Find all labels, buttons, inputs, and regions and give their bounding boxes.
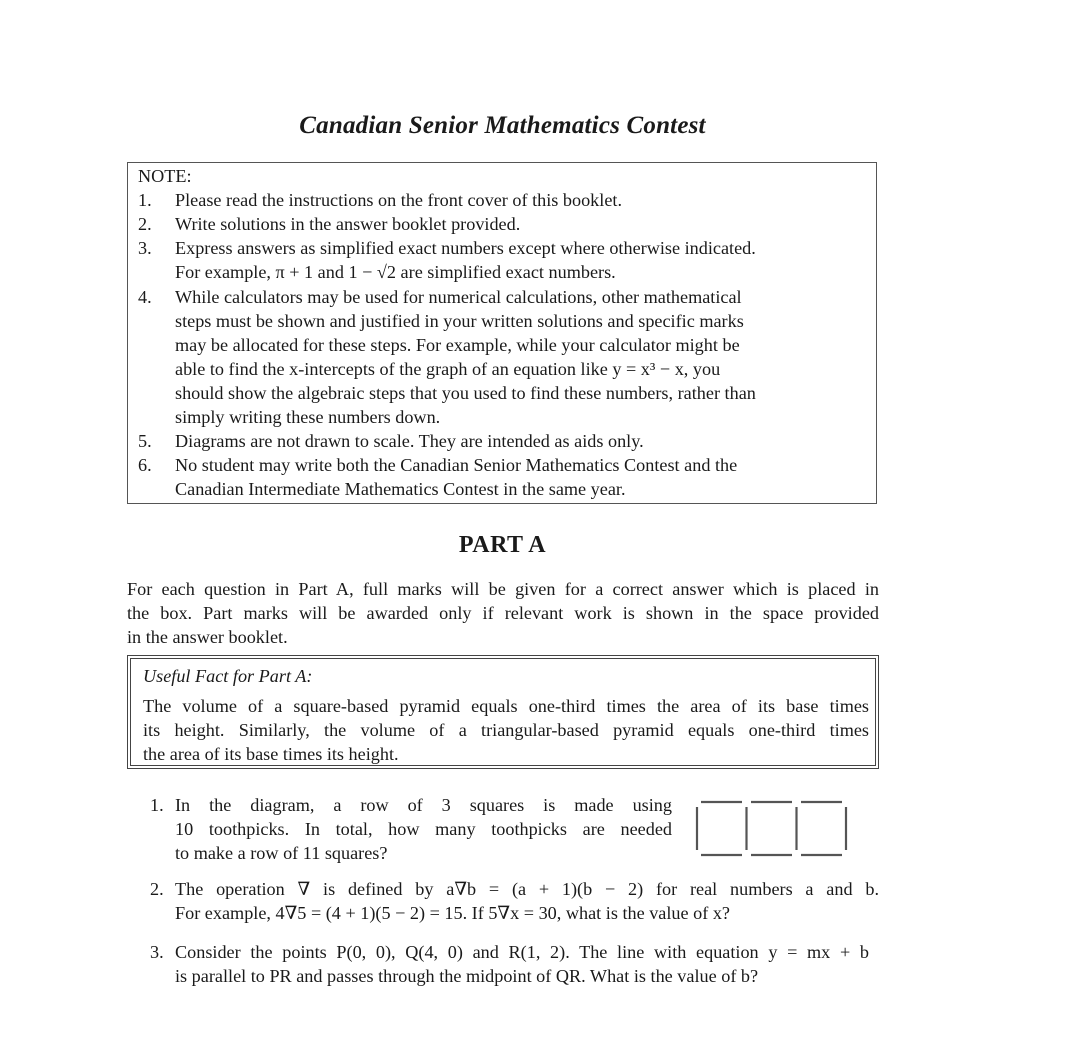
intro-line: in the answer booklet.	[127, 627, 288, 647]
note-item-text: While calculators may be used for numerical calculations, other mathematical	[175, 287, 742, 307]
note-item-number: 6.	[138, 455, 152, 475]
intro-line: For each question in Part A, full marks will be given for a correct answer which is placed in	[127, 579, 879, 599]
question-line: The operation ∇ is defined by a∇b = (a + 1)(b − 2) for real numbers a and b.	[175, 879, 879, 899]
question-line: For example, 4∇5 = (4 + 1)(5 − 2) = 15. If 5∇x = 30, what is the value of x?	[175, 903, 731, 923]
note-item-text: For example, π + 1 and 1 − √2 are simplified exact numbers.	[175, 262, 616, 282]
question-number: 3.	[150, 942, 164, 962]
question-number: 2.	[150, 879, 164, 899]
note-item-number: 1.	[138, 190, 152, 210]
note-item-text: simply writing these numbers down.	[175, 407, 441, 427]
question-line: to make a row of 11 squares?	[175, 843, 388, 863]
note-item-text: Please read the instructions on the front cover of this booklet.	[175, 190, 622, 210]
note-item-number: 5.	[138, 431, 152, 451]
question-line: Consider the points P(0, 0), Q(4, 0) and R(1, 2). The line with equation y = mx + b	[175, 942, 869, 962]
note-item-number: 4.	[138, 287, 152, 307]
note-item-text: should show the algebraic steps that you used to find these numbers, rather than	[175, 383, 756, 403]
document-title: Canadian Senior Mathematics Contest	[299, 112, 706, 139]
toothpick-squares-diagram	[694, 798, 854, 862]
part-a-heading: PART A	[458, 532, 547, 558]
note-item-text: steps must be shown and justified in your written solutions and specific marks	[175, 311, 744, 331]
note-heading: NOTE:	[138, 166, 192, 186]
useful-fact-line: its height. Similarly, the volume of a triangular-based pyramid equals one-third times	[143, 720, 869, 740]
question-line: 10 toothpicks. In total, how many toothpicks are needed	[175, 819, 672, 839]
question-number: 1.	[150, 795, 164, 815]
useful-fact-line: the area of its base times its height.	[143, 744, 399, 764]
note-item-text: Canadian Intermediate Mathematics Contest in the same year.	[175, 479, 626, 499]
note-box	[127, 162, 877, 504]
part-a-intro	[127, 577, 879, 649]
note-item-number: 2.	[138, 214, 152, 234]
note-item-text: Write solutions in the answer booklet provided.	[175, 214, 521, 234]
note-item-text: No student may write both the Canadian Senior Mathematics Contest and the	[175, 455, 738, 475]
note-item-number: 3.	[138, 238, 152, 258]
useful-fact-title: Useful Fact for Part A:	[143, 666, 313, 686]
useful-fact-box	[127, 655, 879, 769]
question-line: is parallel to PR and passes through the midpoint of QR. What is the value of b?	[175, 966, 759, 986]
note-item-text: may be allocated for these steps. For example, while your calculator might be	[175, 335, 740, 355]
note-item-text: Diagrams are not drawn to scale. They are intended as aids only.	[175, 431, 644, 451]
useful-fact-line: The volume of a square-based pyramid equals one-third times the area of its base times	[143, 696, 869, 716]
note-item-text: Express answers as simplified exact numbers except where otherwise indicated.	[175, 238, 756, 258]
note-item-text: able to find the x-intercepts of the graph of an equation like y = x³ − x, you	[175, 359, 721, 379]
question-line: In the diagram, a row of 3 squares is made using	[175, 795, 672, 815]
intro-line: the box. Part marks will be awarded only if relevant work is shown in the space provided	[127, 603, 879, 623]
